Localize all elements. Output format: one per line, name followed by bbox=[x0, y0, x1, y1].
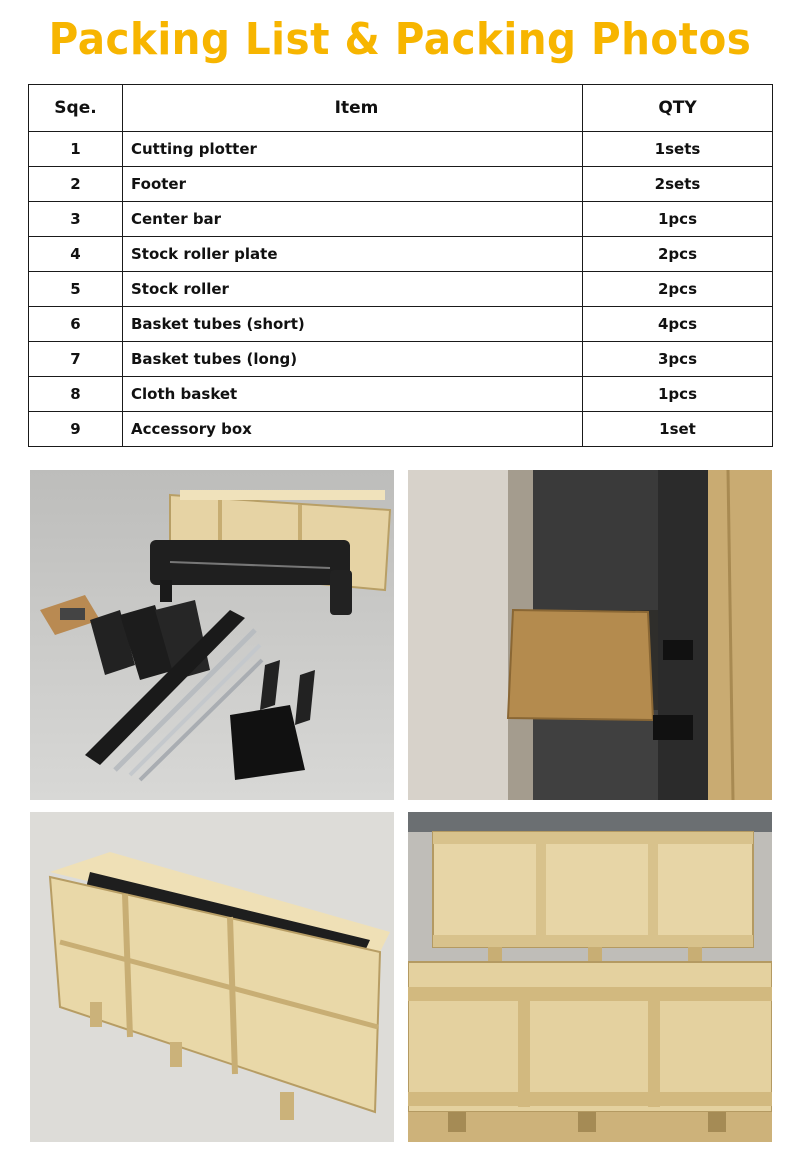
open-crate-illustration bbox=[30, 812, 394, 1142]
table-row bbox=[29, 412, 773, 447]
table-row bbox=[29, 237, 773, 272]
row-item: Center bar bbox=[123, 202, 583, 237]
row-seq: 8 bbox=[29, 377, 123, 412]
row-qty: 1sets bbox=[583, 132, 773, 167]
row-item: Stock roller plate bbox=[123, 237, 583, 272]
row-item: Stock roller bbox=[123, 272, 583, 307]
table-header-row bbox=[29, 85, 773, 132]
header-seq: Sqe. bbox=[29, 85, 123, 132]
photo-unpacked-components bbox=[30, 470, 394, 800]
header-item: Item bbox=[123, 85, 583, 132]
packing-list-table bbox=[28, 84, 773, 447]
row-item: Cutting plotter bbox=[123, 132, 583, 167]
row-seq: 1 bbox=[29, 132, 123, 167]
row-seq: 2 bbox=[29, 167, 123, 202]
table-row bbox=[29, 272, 773, 307]
row-seq: 3 bbox=[29, 202, 123, 237]
row-item: Accessory box bbox=[123, 412, 583, 447]
row-qty: 2sets bbox=[583, 167, 773, 202]
header-qty: QTY bbox=[583, 85, 773, 132]
row-seq: 6 bbox=[29, 307, 123, 342]
row-qty: 1pcs bbox=[583, 377, 773, 412]
photo-crate-with-plotter bbox=[30, 812, 394, 1142]
row-seq: 9 bbox=[29, 412, 123, 447]
row-seq: 7 bbox=[29, 342, 123, 377]
row-item: Basket tubes (long) bbox=[123, 342, 583, 377]
page-title: Packing List & Packing Photos bbox=[48, 14, 752, 65]
row-qty: 2pcs bbox=[583, 272, 773, 307]
row-item: Basket tubes (short) bbox=[123, 307, 583, 342]
components-illustration bbox=[30, 470, 394, 800]
row-seq: 4 bbox=[29, 237, 123, 272]
table-row bbox=[29, 167, 773, 202]
table-row bbox=[29, 132, 773, 167]
photo-inside-crate bbox=[408, 470, 772, 800]
row-seq: 5 bbox=[29, 272, 123, 307]
table-row bbox=[29, 342, 773, 377]
table-row bbox=[29, 377, 773, 412]
table-row bbox=[29, 307, 773, 342]
row-qty: 2pcs bbox=[583, 237, 773, 272]
row-qty: 3pcs bbox=[583, 342, 773, 377]
stacked-crates-illustration bbox=[408, 812, 772, 1142]
row-qty: 4pcs bbox=[583, 307, 773, 342]
row-item: Footer bbox=[123, 167, 583, 202]
row-qty: 1pcs bbox=[583, 202, 773, 237]
photo-stacked-crates bbox=[408, 812, 772, 1142]
crate-interior-illustration bbox=[408, 470, 772, 800]
row-qty: 1set bbox=[583, 412, 773, 447]
table-row bbox=[29, 202, 773, 237]
row-item: Cloth basket bbox=[123, 377, 583, 412]
